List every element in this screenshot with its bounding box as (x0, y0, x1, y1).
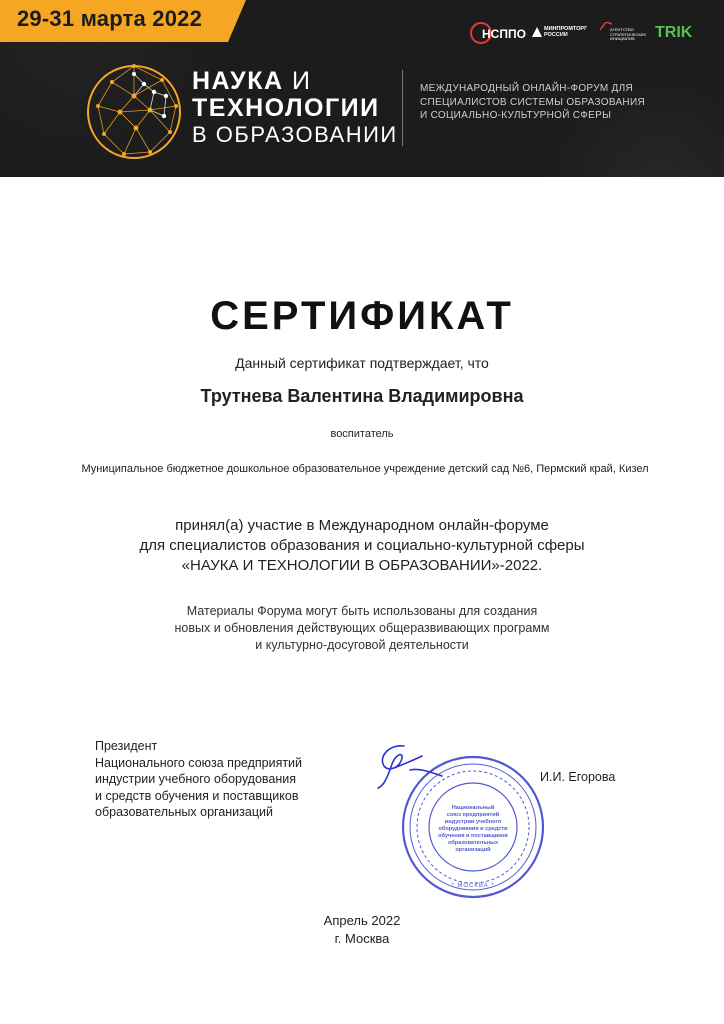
trik-logo: TRIK (655, 24, 693, 41)
svg-text:образовательных: образовательных (447, 840, 499, 846)
participation-statement: принял(а) участие в Международном онлайн-форуме для специалистов образования и социально-культурной сферы «НАУКА И ТЕХНОЛОГИИ В ОБРАЗОВАНИИ»-2022. (139, 517, 585, 574)
recipient-position: воспитатель (330, 428, 394, 440)
header-divider (402, 70, 403, 146)
nspo-logo-text: НСППО (482, 27, 526, 41)
date-tab (0, 0, 246, 42)
asi-logo-text: АГЕНТСТВО СТРАТЕГИЧЕСКИХ ИНИЦИАТИВ (610, 27, 647, 41)
svg-text:обучения и поставщиков: обучения и поставщиков (438, 833, 508, 839)
recipient-name: Трутнева Валентина Владимировна (200, 386, 524, 406)
recipient-organization: Муниципальное бюджетное дошкольное образовательное учреждение детский сад №6, Пермский край, Кизел (81, 463, 649, 475)
forum-brand-title: НАУКА И ТЕХНОЛОГИИ В ОБРАЗОВАНИИ (192, 67, 398, 147)
signatory-title: Президент Национального союза предприятий индустрии учебного оборудования и средств обучения и поставщиков образовательных организаций (95, 739, 303, 819)
certificate-footer (262, 912, 462, 948)
svg-text:оборудования и средств: оборудования и средств (438, 826, 508, 832)
forum-description: МЕЖДУНАРОДНЫЙ ОНЛАЙН-ФОРУМ ДЛЯ СПЕЦИАЛИСТОВ СИСТЕМЫ ОБРАЗОВАНИЯ И СОЦИАЛЬНО-КУЛЬТУРНОЙ СФЕРЫ (420, 83, 645, 121)
svg-text:индустрии учебного: индустрии учебного (444, 819, 502, 825)
issue-date: Апрель 2022 (323, 913, 401, 928)
minpromtorg-logo-icon (532, 27, 542, 37)
svg-text:* МОСКВА *: * МОСКВА * (451, 883, 495, 889)
certificate-title: СЕРТИФИКАТ (210, 294, 514, 338)
signatory-name: И.И. Егорова (540, 770, 616, 784)
certificate-intro: Данный сертификат подтверждает, что (235, 355, 489, 371)
svg-text:Национальный: Национальный (451, 805, 495, 811)
organization-stamp (398, 752, 548, 902)
svg-text:союз предприятий: союз предприятий (446, 812, 500, 818)
materials-note: Материалы Форума могут быть использованы для создания новых и обновления действующих общеразвивающих программ и культурно-досуговой деятельности (174, 604, 550, 652)
svg-text:организаций: организаций (455, 847, 491, 853)
header-banner (0, 0, 724, 177)
issue-city: г. Москва (334, 931, 390, 946)
minpromtorg-logo-text: МИНПРОМТОРГ РОССИИ (544, 26, 588, 38)
event-dates: 29-31 марта 2022 (17, 6, 203, 31)
globe-network-icon (84, 62, 184, 162)
